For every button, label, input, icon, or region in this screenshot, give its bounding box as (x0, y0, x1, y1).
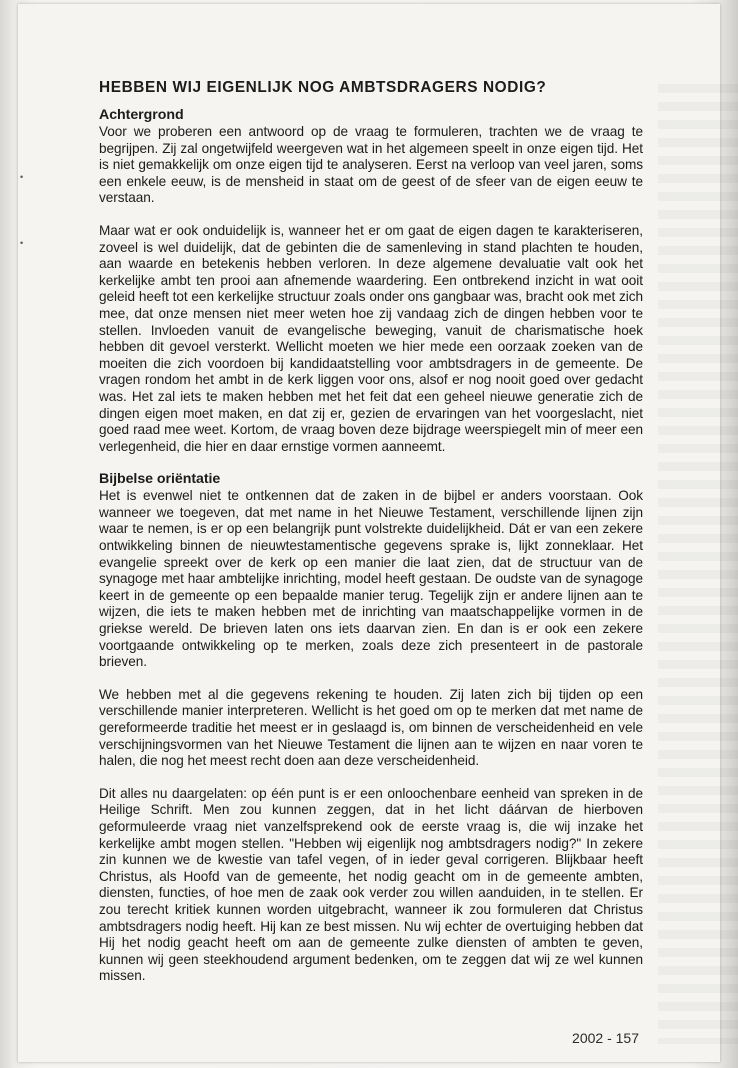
show-through-text (658, 84, 738, 1044)
paragraph: We hebben met al die gegevens rekening te houden. Zij laten zich bij tijden op een verschillende manier interpreteren. Wellicht is het goed om op te merken dat met name de gereformeerde traditie het meest er in geslaagd is, om binnen de verscheidenheid en vele verschijningsvormen van het Nieuwe Testament die lijnen aan te wijzen en naar voren te halen, die nog het meest recht doen aan deze verscheidenheid. (99, 686, 643, 769)
article-title: HEBBEN WIJ EIGENLIJK NOG AMBTSDRAGERS NODIG? (99, 79, 547, 96)
page-number: 2002 - 157 (572, 1030, 639, 1046)
paragraph: Het is evenwel niet te ontkennen dat de zaken in de bijbel er anders voorstaan. Ook wanneer we toegeven, dat met name in het Nieuwe Testament, verschillende lijnen zijn waar te nemen, is er op een belangrijk punt volstrekte duidelijkheid. Dát er van een zekere ontwikkeling binnen de nieuwtestamentische gegevens sprake is, lijkt zonneklaar. Het evangelie spreekt over de kerk op een manier die laat zien, dat de structuur van de synagoge met haar ambtelijke inrichting, model heeft gestaan. De oudste van de synagoge keert in de gemeente op een bepaalde manier terug. Tegelijk zijn er andere lijnen aan te wijzen, die iets te maken hebben met de inrichting van maatschappelijke vormen in de griekse wereld. De brieven laten ons iets daarvan zien. En dan is er ook een zekere voortgaande ontwikkeling op te merken, zoals deze zich presenteert in de pastorale brieven. (99, 488, 643, 670)
section-heading: Bijbelse oriëntatie (99, 471, 221, 488)
paragraph: Dit alles nu daargelaten: op één punt is er een onloochenbare eenheid van spreken in de Heilige Schrift. Men zou kunnen zeggen, dat in het licht dáárvan de hierboven geformuleerde vraag niet vanzelfsprekend ook de eerste vraag is, die wij inzake het kerkelijke ambt mogen stellen. "Hebben wij eigenlijk nog ambtsdragers nodig?" In zekere zin kunnen we de kwestie van tafel vegen, of in ieder geval corrigeren. Blijkbaar heeft Christus, als Hoofd van de gemeente, het nodig geacht om in de gemeente ambten, diensten, functies, of hoe men de zaak ook verder zou willen aanduiden, in te stellen. Er zou terecht kritiek kunnen worden uitgebracht, wanneer ik zou formuleren dat Christus ambtsdragers nodig heeft. Hij kan ze best missen. Nu wij echter de overtuiging hebben dat Hij het nodig geacht heeft om aan de gemeente zulke diensten of ambten te geven, kunnen wij geen steekhoudend argument bedenken, om te zeggen dat wij ze wel kunnen missen. (99, 785, 643, 984)
margin-mark-icon: • (20, 172, 24, 182)
paragraph: Voor we proberen een antwoord op de vraag te formuleren, trachten we de vraag te begrijpen. Zij zal ongetwijfeld weergeven wat in het algemeen speelt in onze eigen tijd. Het is niet gemakkelijk om onze eigen tijd te analyseren. Eerst na verloop van veel jaren, soms een enkele eeuw, is de mensheid in staat om de geest of de sfeer van de eigen eeuw te verstaan. (99, 124, 643, 206)
section-heading: Achtergrond (99, 107, 184, 123)
margin-mark-icon: • (20, 238, 24, 248)
article (99, 78, 643, 1001)
paragraph: Maar wat er ook onduidelijk is, wanneer het er om gaat de eigen dagen te karakteriseren, zoveel is wel duidelijk, dat de gebinten die de samenleving in stand plachten te houden, aan waarde en betekenis hebben verloren. In deze algemene devaluatie valt ook het kerkelijke ambt ten prooi aan afnemende waardering. Een ontbrekend inzicht in wat ooit geleid heeft tot een kerkelijke structuur zoals onder ons gangbaar was, bracht ook met zich mee, dat onze mensen niet meer weten hoe zij vandaag zich de dingen hebben voor te stellen. Invloeden vanuit de evangelische beweging, vanuit de charismatische hoek hebben dit gevoel versterkt. Wellicht moeten we hier mede een oorzaak zoeken van de moeiten die zich voordoen bij kandidaatstelling voor ambtsdragers in de gemeente. De vragen rondom het ambt in de kerk liggen voor ons, alsof er nog nooit goed over gedacht was. Het zal iets te maken hebben met het feit dat een geheel nieuwe generatie zich de dingen eigen moet maken, en dat zij er, gezien de ervaringen van het voorgeslacht, niet goed raad mee weet. Kortom, de vraag boven deze bijdrage weerspiegelt min of meer een verlegenheid, die hier en daar ernstige vormen aanneemt. (99, 222, 643, 454)
